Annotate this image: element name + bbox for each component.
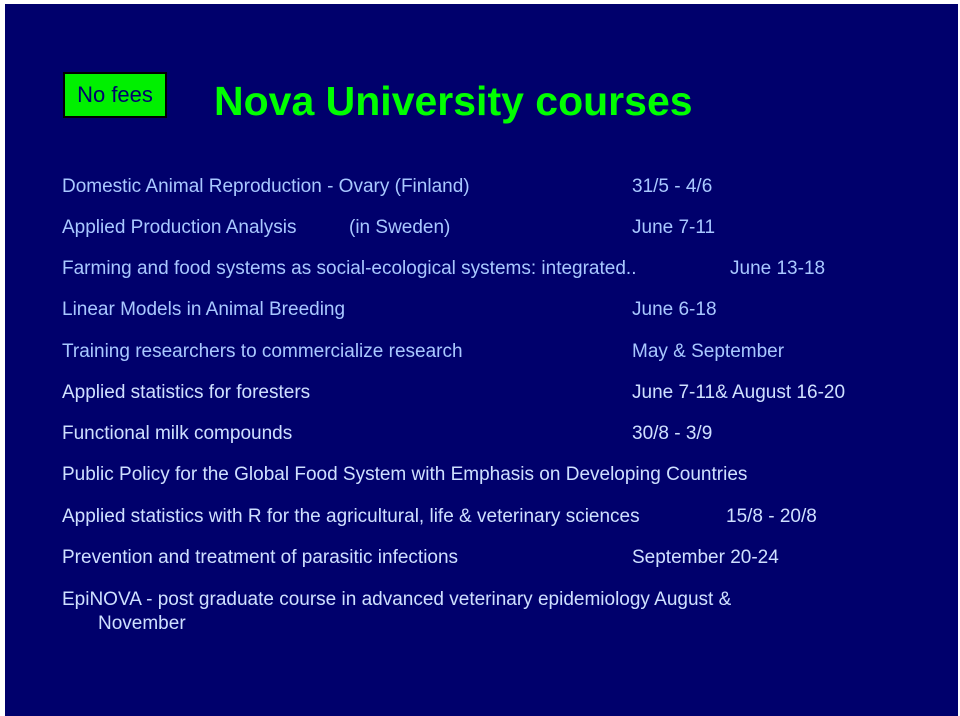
course-name: Linear Models in Animal Breeding [62,299,346,320]
course-name: Functional milk compounds [62,423,293,444]
course-date: 30/8 - 3/9 [632,423,713,444]
course-date: 15/8 - 20/8 [726,506,817,527]
course-name: Domestic Animal Reproduction - Ovary (Finland) [62,176,470,197]
course-date: 31/5 - 4/6 [632,176,713,197]
course-name: Prevention and treatment of parasitic infections [62,547,459,568]
page-title: Nova University courses [214,78,693,124]
course-date: June 7-11& August 16-20 [632,382,846,403]
course-name: Farming and food systems as social-ecological systems: integrated.. [62,258,637,279]
course-name: Training researchers to commercialize research [62,341,463,362]
course-name: EpiNOVA - post graduate course in advanced veterinary epidemiology August & [62,589,732,610]
course-row [62,588,842,636]
course-location: (in Sweden) [349,217,451,238]
no-fees-badge: No fees [63,72,167,118]
course-date: May & September [632,341,785,362]
course-name: Applied Production Analysis [62,217,297,238]
course-name: Public Policy for the Global Food System with Emphasis on Developing Countries [62,464,748,485]
course-date: June 6-18 [632,299,717,320]
course-date: June 7-11 [632,217,716,238]
course-name-continued: November [98,613,186,634]
course-name: Applied statistics with R for the agricultural, life & veterinary sciences [62,506,640,527]
course-name: Applied statistics for foresters [62,382,311,403]
course-date: September 20-24 [632,547,779,568]
course-date: June 13-18 [730,258,826,279]
